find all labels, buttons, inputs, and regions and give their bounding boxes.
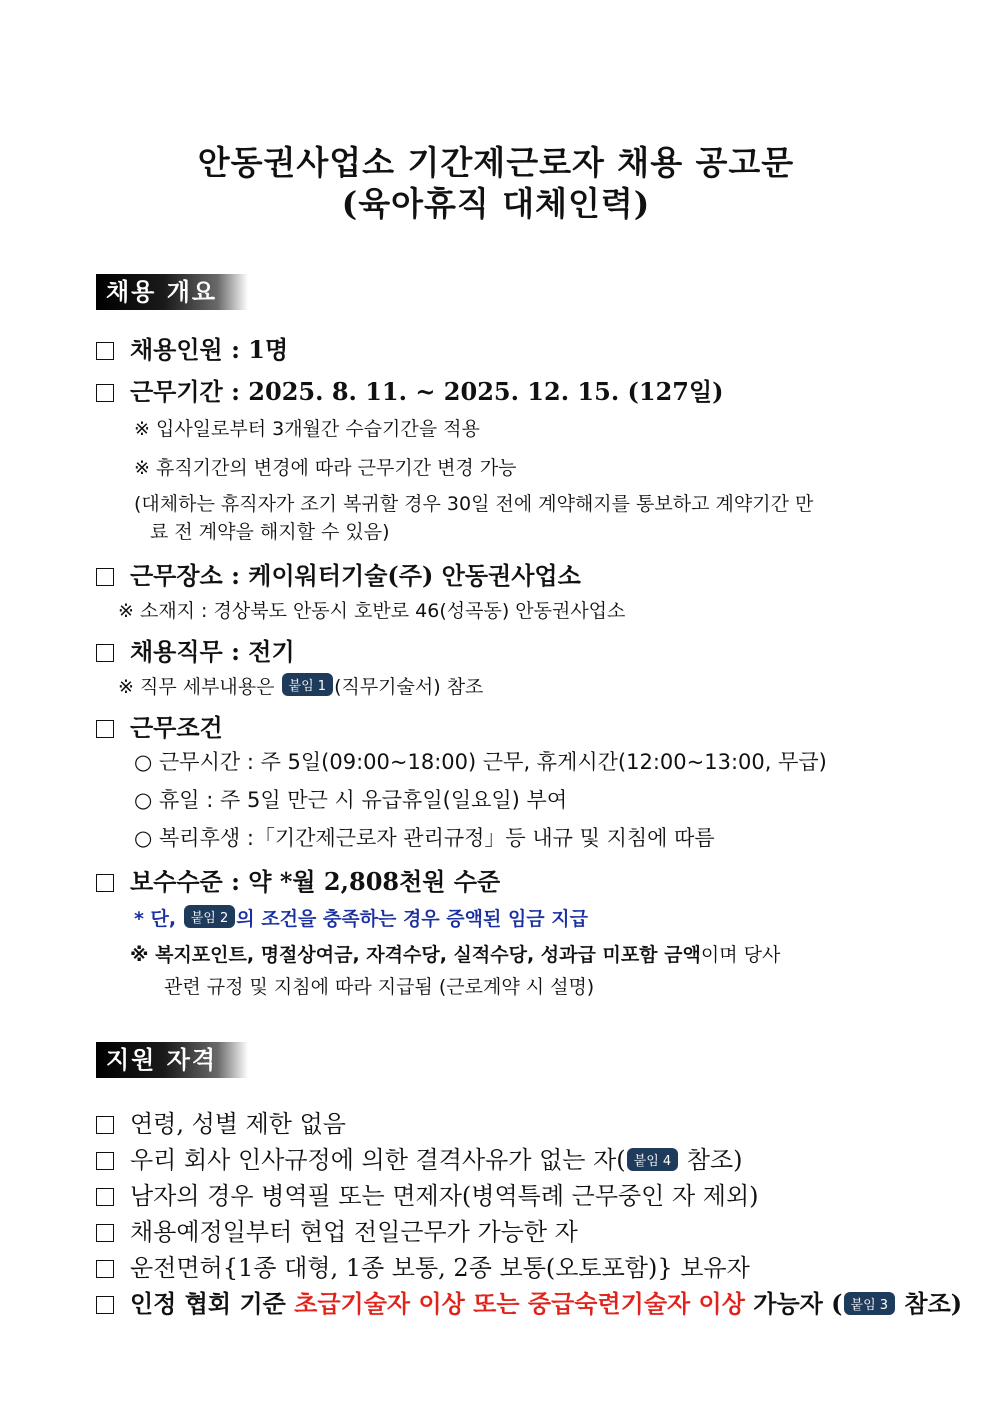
duty-item: 채용직무 : 전기 xyxy=(96,632,295,667)
qualification-fulltime: 채용예정일부터 현업 전일근무가 가능한 자 xyxy=(96,1212,578,1247)
condition-welfare: ○ 복리후생 :「기간제근로자 관리규정」등 내규 및 지침에 따름 xyxy=(134,826,715,850)
checkbox-icon xyxy=(96,720,114,738)
page-title xyxy=(0,142,992,225)
checkbox-icon xyxy=(96,644,114,662)
pay-item: 보수수준 : 약 *월 2,808천원 수준 xyxy=(96,862,500,897)
conditions-item: 근무조건 xyxy=(96,708,223,743)
checkbox-icon xyxy=(96,1296,114,1314)
headcount-item: 채용인원 : 1명 xyxy=(96,330,288,365)
condition-hours: ○ 근무시간 : 주 5일(09:00~18:00) 근무, 휴게시간(12:00~13:00, 무급) xyxy=(134,750,827,774)
section-heading-qualifications: 지원 자격 xyxy=(96,1042,248,1078)
title-line-2: (육아휴직 대체인력) xyxy=(341,184,651,224)
attachment-badge-1: 붙임 1 xyxy=(282,673,334,696)
period-note-2: ※ 휴직기간의 변경에 따라 근무기간 변경 가능 xyxy=(134,457,517,479)
qualification-age: 연령, 성별 제한 없음 xyxy=(96,1104,346,1139)
period-note-3a: (대체하는 휴직자가 조기 복귀할 경우 30일 전에 계약해지를 통보하고 계약기간 만 xyxy=(134,493,814,515)
checkbox-icon xyxy=(96,1152,114,1170)
condition-holiday: ○ 휴일 : 주 5일 만근 시 유급휴일(일요일) 부여 xyxy=(134,788,568,812)
period-note-3b: 료 전 계약을 해지할 수 있음) xyxy=(150,521,390,543)
duty-note: ※ 직무 세부내용은 붙임 1 (직무기술서) 참조 xyxy=(118,672,483,699)
checkbox-icon xyxy=(96,1224,114,1242)
location-item: 근무장소 : 케이워터기술(주) 안동권사업소 xyxy=(96,556,581,591)
qualification-license: 운전면허{1종 대형, 1종 보통, 2종 보통(오토포함)} 보유자 xyxy=(96,1248,750,1283)
checkbox-icon xyxy=(96,342,114,360)
attachment-badge-2: 붙임 2 xyxy=(184,905,236,928)
qualification-military: 남자의 경우 병역필 또는 면제자(병역특례 근무중인 자 제외) xyxy=(96,1176,759,1211)
pay-note: * 단, 붙임 2 의 조건을 충족하는 경우 증액된 임금 지급 xyxy=(134,904,588,931)
period-note-1: ※ 입사일로부터 3개월간 수습기간을 적용 xyxy=(134,418,480,440)
checkbox-icon xyxy=(96,1188,114,1206)
checkbox-icon xyxy=(96,568,114,586)
checkbox-icon xyxy=(96,384,114,402)
period-item: 근무기간 : 2025. 8. 11. ~ 2025. 12. 15. (127일) xyxy=(96,372,724,407)
pay-note-2b: 관련 규정 및 지침에 따라 지급됨 (근로계약 시 설명) xyxy=(164,976,595,998)
pay-note-2: ※ 복지포인트, 명절상여금, 자격수당, 실적수당, 성과급 미포함 금액이며 당사 xyxy=(130,944,781,966)
attachment-badge-4: 붙임 4 xyxy=(627,1148,679,1171)
attachment-badge-3: 붙임 3 xyxy=(844,1292,896,1315)
checkbox-icon xyxy=(96,874,114,892)
title-line-1: 안동권사업소 기간제근로자 채용 공고문 xyxy=(197,143,795,182)
section-heading-overview: 채용 개요 xyxy=(96,274,248,310)
checkbox-icon xyxy=(96,1260,114,1278)
qualification-no-disqualification: 우리 회사 인사규정에 의한 결격사유가 없는 자( 붙임 4 참조) xyxy=(96,1140,743,1175)
location-note: ※ 소재지 : 경상북도 안동시 호반로 46(성곡동) 안동권사업소 xyxy=(118,600,626,622)
qualification-technician: 인정 협회 기준 초급기술자 이상 또는 중급숙련기술자 이상 가능자 ( 붙임 3 참조) xyxy=(96,1284,962,1319)
checkbox-icon xyxy=(96,1116,114,1134)
